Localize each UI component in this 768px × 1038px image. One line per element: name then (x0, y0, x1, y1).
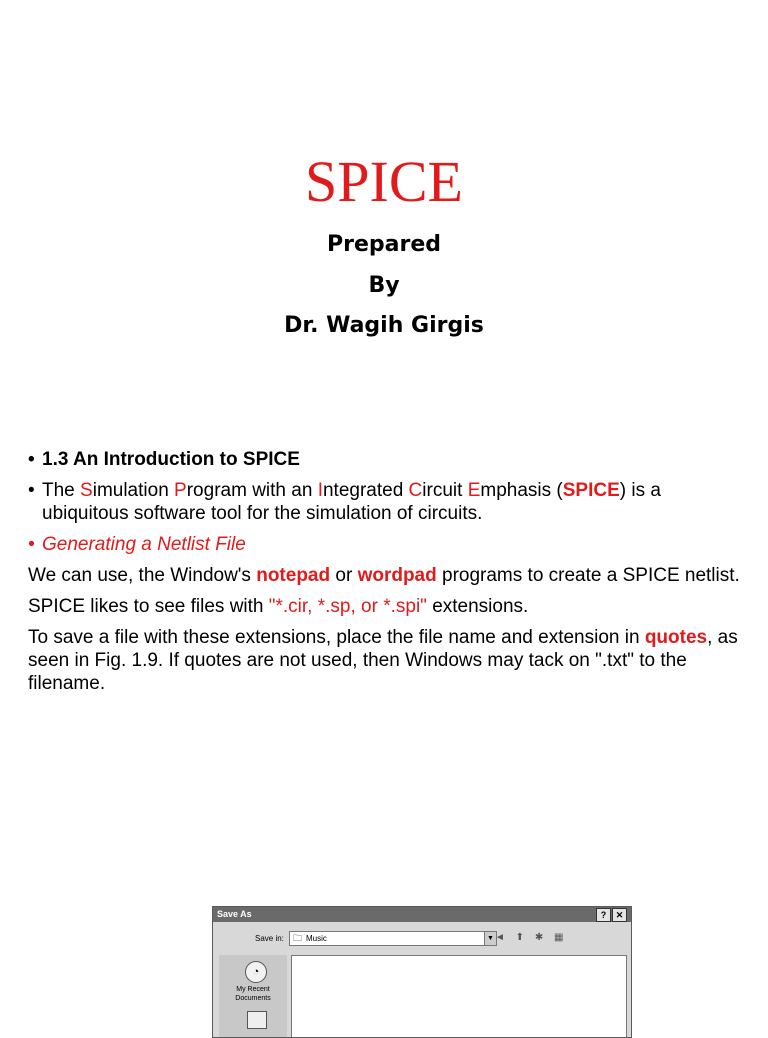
wordpad-word: wordpad (357, 565, 437, 586)
author-name: Dr. Wagih Girgis (284, 313, 484, 338)
text-part: ) is a ubiquitous software tool for the simulation of circuits. (42, 480, 661, 524)
bullet-acronym (28, 479, 740, 525)
text-part: mphasis ( (480, 480, 563, 501)
bullet-heading (28, 448, 740, 471)
dialog-title: Save As (217, 909, 252, 919)
save-in-label: Save in: (255, 934, 284, 943)
prepared-label: Prepared (326, 232, 441, 257)
paragraph-notepad (28, 564, 740, 587)
text-part: imulation (92, 480, 175, 501)
slide-content (28, 448, 740, 703)
text-part: We can use, the Window's (28, 565, 257, 586)
extensions-text: "*.cir, *.sp, or *.spi" (268, 596, 427, 617)
text-part: To save a file with these extensions, place the file name and extension in (28, 627, 645, 648)
paragraph-quotes (28, 626, 740, 695)
letter-s: S (80, 480, 93, 501)
places-bar (219, 955, 287, 1038)
letter-e: E (467, 480, 481, 501)
section-heading: 1.3 An Introduction to SPICE (42, 449, 300, 470)
text-part: programs to create a SPICE netlist. (436, 565, 740, 586)
save-in-dropdown[interactable] (289, 931, 497, 946)
paragraph-extensions (28, 595, 740, 618)
save-in-row (213, 931, 631, 947)
close-button[interactable]: ✕ (612, 908, 627, 922)
folder-icon: 🗀 (293, 933, 303, 943)
save-in-value: Music (306, 934, 327, 943)
notepad-word: notepad (256, 565, 331, 586)
text-part: ircuit (422, 480, 468, 501)
letter-i: I (317, 480, 323, 501)
acronym-text (42, 480, 661, 524)
text-part: , as seen in Fig. 1.9. If quotes are not used, then Windows may tack on ".txt" to the filename. (28, 627, 738, 694)
text-part: rogram with an (186, 480, 318, 501)
bullet-dot: • (28, 480, 35, 501)
text-part: The (42, 480, 81, 501)
recent-documents-icon[interactable]: ◔ (245, 961, 267, 983)
dialog-titlebar (213, 907, 631, 922)
quotes-word: quotes (644, 627, 708, 648)
text-part: or (330, 565, 358, 586)
help-button[interactable]: ? (596, 908, 611, 922)
recent-documents-label: My Recent Documents (235, 986, 271, 1002)
spice-word: SPICE (562, 480, 620, 501)
letter-p: P (174, 480, 187, 501)
file-list[interactable] (291, 955, 627, 1038)
chevron-down-icon[interactable]: ▼ (484, 932, 496, 945)
save-as-dialog-figure (212, 906, 632, 1038)
text-part: extensions. (426, 596, 529, 617)
toolbar-icons[interactable]: ◄ ⬆ ✱ ▦ (495, 932, 568, 943)
by-label: By (368, 273, 400, 298)
slide-title: SPICE (305, 149, 463, 214)
subheading-text: Generating a Netlist File (42, 534, 246, 555)
text-part: SPICE likes to see files with (28, 596, 269, 617)
text-part: ntegrated (322, 480, 409, 501)
bullet-dot: • (28, 449, 35, 470)
letter-c: C (408, 480, 423, 501)
bullet-dot: • (28, 534, 35, 555)
bullet-subheading (28, 533, 740, 556)
desktop-icon[interactable] (247, 1011, 267, 1029)
